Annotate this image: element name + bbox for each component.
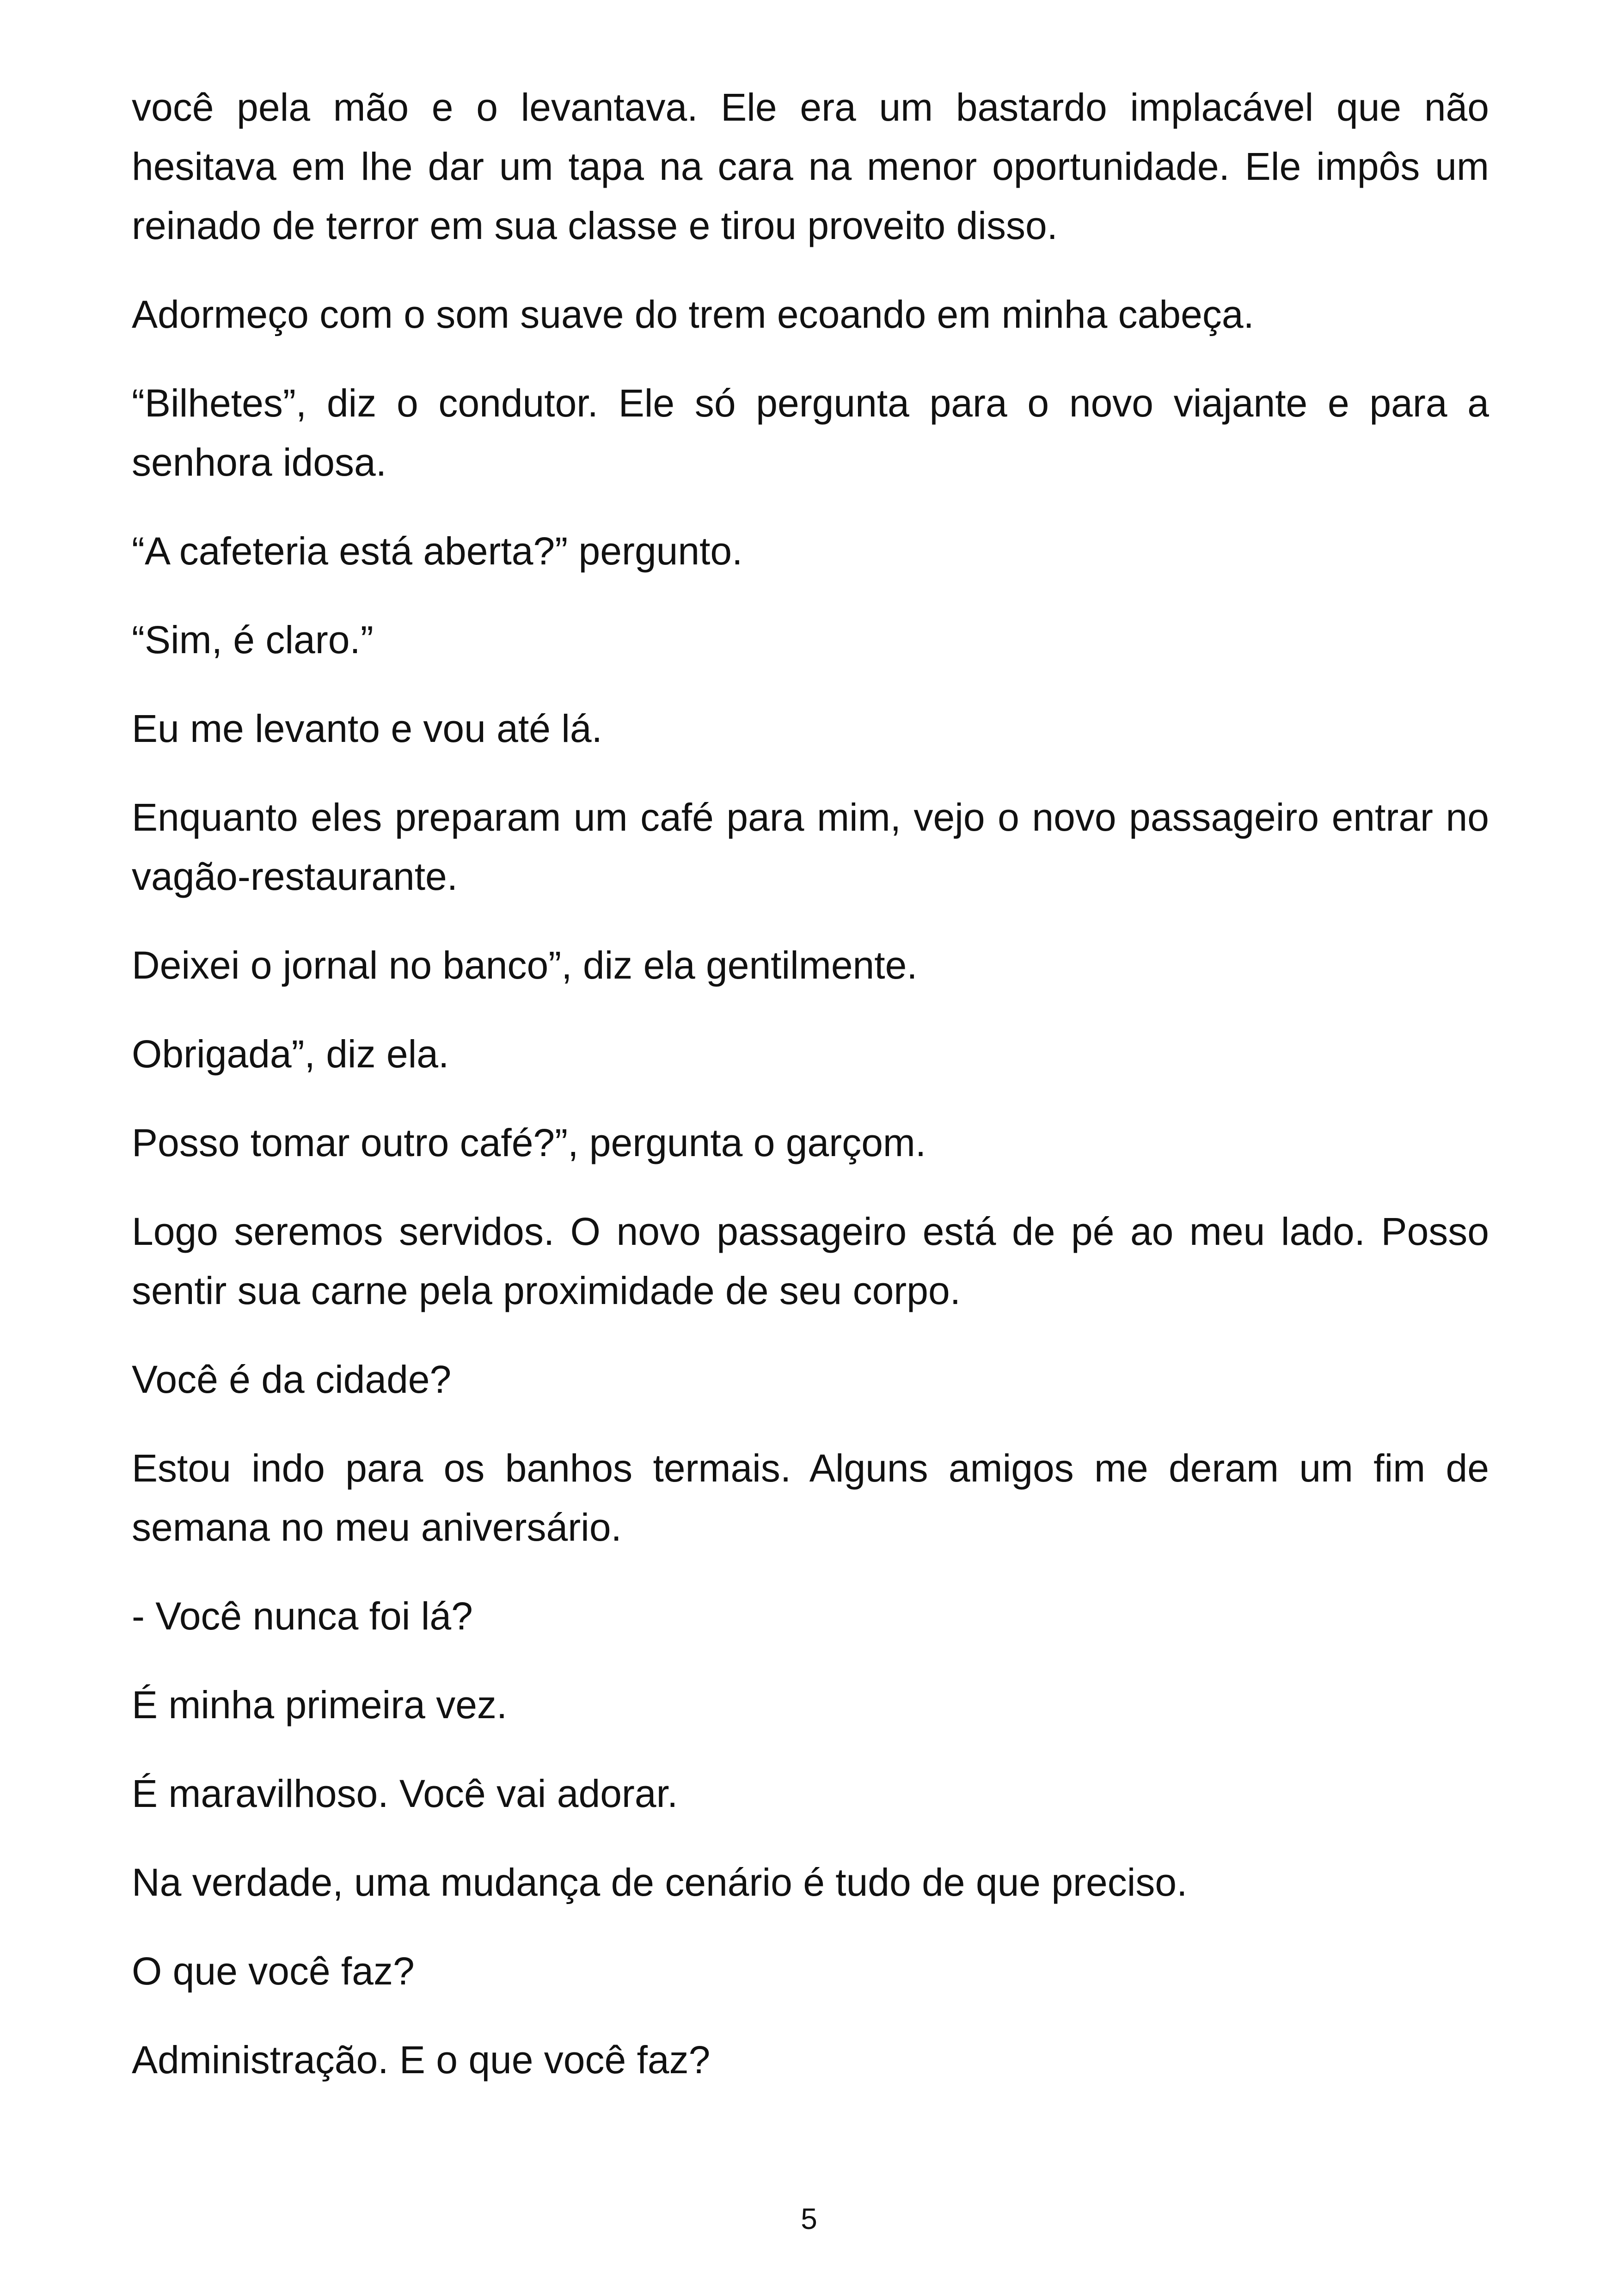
paragraph: O que você faz? [132,1949,415,1993]
paragraph: - Você nunca foi lá? [132,1594,473,1638]
paragraph: Deixei o jornal no banco”, diz ela gentilmente. [132,943,918,987]
paragraph: Enquanto eles preparam um café para mim, vejo o novo passageiro entrar no vagão-restaurante. [132,796,1489,898]
paragraph: você pela mão e o levantava. Ele era um bastardo implacável que não hesitava em lhe dar um tapa na cara na menor oportunidade. Ele impôs um reinado de terror em sua classe e tirou proveito disso. [132,86,1489,247]
paragraph: Posso tomar outro café?”, pergunta o garçom. [132,1121,926,1164]
paragraph: Administração. E o que você faz? [132,2038,711,2082]
paragraph: “Bilhetes”, diz o condutor. Ele só pergunta para o novo viajante e para a senhora idosa. [132,381,1489,484]
paragraph: “A cafeteria está aberta?” pergunto. [132,529,743,573]
paragraph: Você é da cidade? [132,1358,452,1401]
page-body [132,78,1489,2119]
paragraph: Logo seremos servidos. O novo passageiro está de pé ao meu lado. Posso sentir sua carne pela proximidade de seu corpo. [132,1210,1489,1312]
paragraph: Estou indo para os banhos termais. Alguns amigos me deram um fim de semana no meu aniversário. [132,1446,1489,1549]
paragraph: Adormeço com o som suave do trem ecoando em minha cabeça. [132,293,1254,336]
page-number: 5 [801,2202,817,2235]
paragraph: Na verdade, uma mudança de cenário é tudo de que preciso. [132,1861,1188,1904]
paragraph: É minha primeira vez. [132,1683,508,1727]
paragraph: Obrigada”, diz ela. [132,1032,449,1076]
paragraph: Eu me levanto e vou até lá. [132,707,602,750]
paragraph: É maravilhoso. Você vai adorar. [132,1772,678,1815]
paragraph: “Sim, é claro.” [132,618,374,661]
